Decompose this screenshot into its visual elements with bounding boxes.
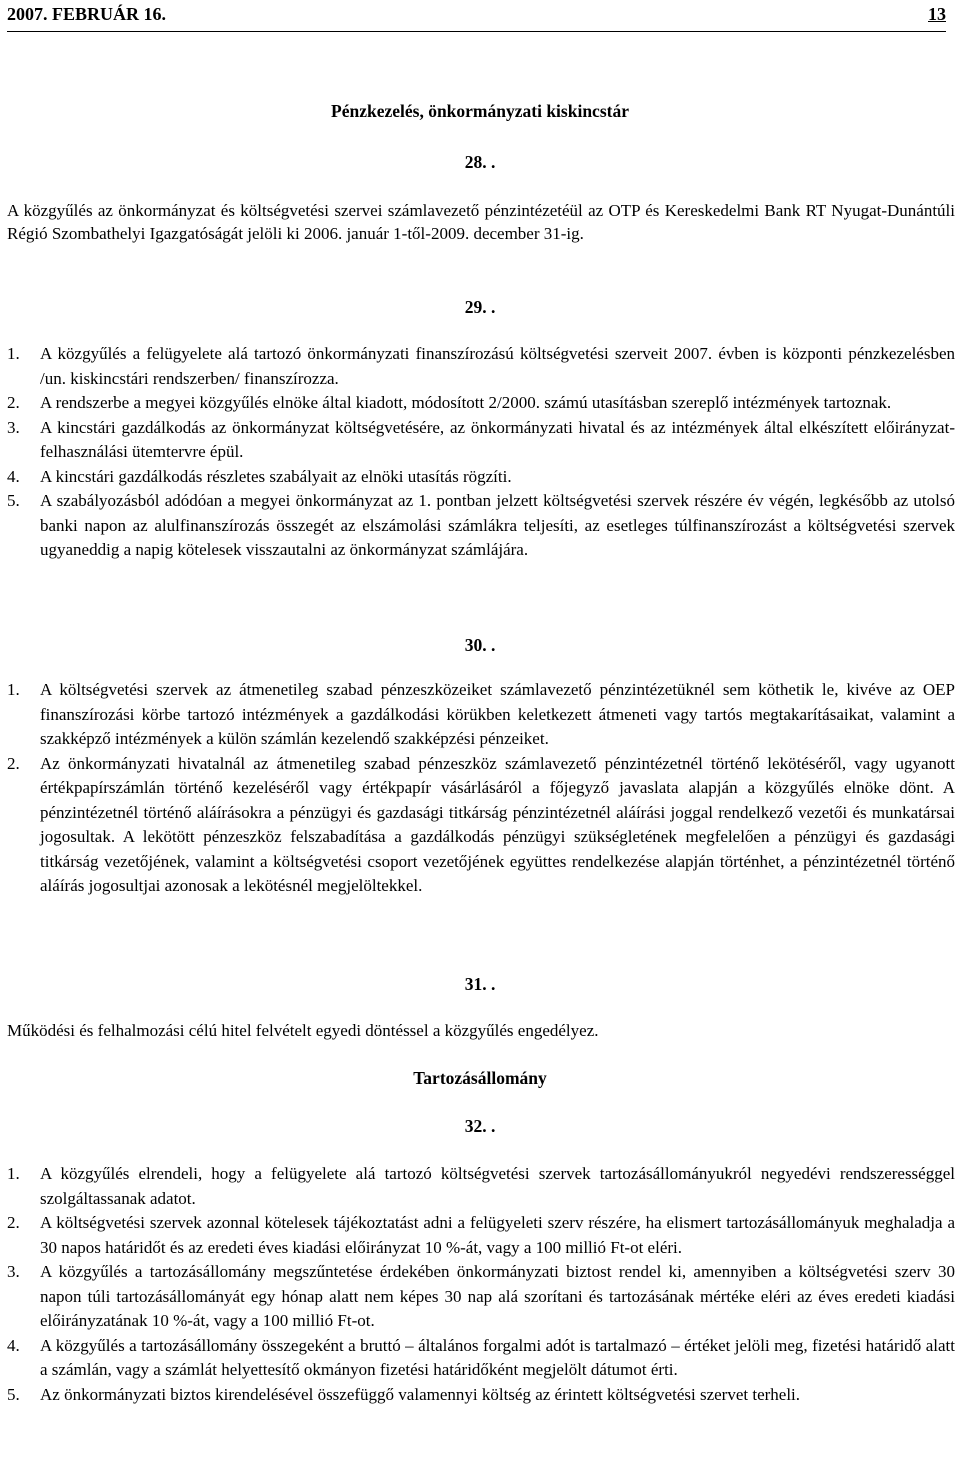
header-date: 2007. FEBRUÁR 16.: [7, 4, 167, 24]
sec31-text: Működési és felhalmozási célú hitel felvételt egyedi döntéssel a közgyűlés engedélyez.: [7, 1021, 599, 1040]
subtitle: Tartozásállomány: [413, 1068, 547, 1088]
sec29-list: [7, 342, 955, 563]
sec30-heading: 30. .: [464, 635, 496, 655]
sec31-heading: 31. .: [464, 974, 496, 994]
list-item: 2. A költségvetési szervek azonnal kötelesek tájékoztatást adni a felügyeleti szerv részére, ha elismert tartozásállományuk meghaladja a 30 napos határidőt és az eredeti éves kiadási előirányzat 10 %-át, vagy a 100 millió Ft-ot eléri.: [7, 1213, 955, 1257]
page-header: [7, 4, 946, 30]
sec32-heading: 32. .: [464, 1116, 496, 1136]
list-item: 1. A közgyűlés elrendeli, hogy a felügyelete alá tartozó költségvetési szervek tartozásállományukról negyedévi rendszerességgel szolgáltassanak adatot.: [7, 1164, 955, 1208]
list-item: 4. A közgyűlés a tartozásállomány összegeként a bruttó – általános forgalmi adót is tartalmazó – értéket jelöli meg, fizetési határidő alatt a számlán, vagy a számlát helyettesítő okmányon fizetési határidőként megjelölt dátumot érti.: [7, 1335, 955, 1379]
list-item: 2. A rendszerbe a megyei közgyűlés elnöke által kiadott, módosított 2/2000. számú utasításban szereplő intézmények tartoznak.: [7, 393, 892, 412]
list-item: 5. A szabályozásból adódóan a megyei önkormányzat az 1. pontban jelzett költségvetési szervek részére év végén, legkésőbb az utolsó banki napon az alulfinanszírozás összegét az elszámolási számlákra teljesíti, az esetleges túlfinanszírozást a költségvetési szervek ugyaneddig a napig kötelesek visszautalni az önkormányzat számlájára.: [7, 491, 955, 559]
sec29-heading: 29. .: [464, 297, 496, 317]
sec28-heading: 28. .: [464, 152, 496, 172]
sec32-list: [7, 1162, 955, 1407]
list-item: 3. A közgyűlés a tartozásállomány megszűntetése érdekében önkormányzati biztost rendel ki, amennyiben a költségvetési szerv 30 napon túli tartozásállományát egy hónap alatt nem képes 30 nap alá szorítani és tartozásának mértéke eléri az éves eredeti kiadási előirányzatának 10 %-át, vagy a 100 millió Ft-ot.: [7, 1262, 955, 1330]
list-item: 2. Az önkormányzati hivatalnál az átmenetileg szabad pénzeszköz számlavezető pénzintézetnél történő lekötéséről, vagy ugyanott értékpapírszámlán történő kezeléséről vagy értékpapír vásárlásáról a főjegyző javaslata alapján a közgyűlés elnöke dönt. A pénzintézetnél történő aláírásokra a pénzügyi és gazdasági titkárság pénzintézetnél aláírási joggal rendelkező vezetői és munkatársai jogosultak. A lekötött pénzeszköz felszabadítása a gazdálkodás pénzügyi szükségletének megfelelően a pénzügyi és gazdasági titkárság vezetőjének, valamint a költségvetési csoport vezetőjének együttes rendelkezése alapján történhet, a pénzintézetnél történő aláírás jogosultjai azonosak a lekötésnél megjelöltekkel.: [7, 753, 955, 895]
list-item: 5. Az önkormányzati biztos kirendelésével összefüggő valamennyi költség az érintett költségvetési szervet terheli.: [7, 1384, 801, 1404]
list-item: 1. A költségvetési szervek az átmenetileg szabad pénzeszközeiket számlavezető pénzintézetüknél sem köthetik le, kivéve az OEP finanszírozási körbe tartozó intézmények a gazdálkodási körükben keletkezett átmeneti vagy tartós megtakarításaikat, valamint a szakképző intézmények a külön számlán kezelendő szakképzési pénzeiket.: [7, 680, 955, 748]
section-title: Pénzkezelés, önkormányzati kiskincstár: [331, 101, 629, 121]
header-divider: [7, 31, 946, 32]
list-item: 4. A kincstári gazdálkodás részletes szabályait az elnöki utasítás rögzíti.: [7, 466, 512, 486]
list-item: 3. A kincstári gazdálkodás az önkormányzat költségvetésére, az önkormányzati hivatal és az intézmények által elkészített előirányzat-felhasználási ütemtervre épül.: [7, 417, 955, 461]
sec28-text: A közgyűlés az önkormányzat és költségvetési szervei számlavezető pénzintézetéül az OTP és Kereskedelmi Bank RT Nyugat-Dunántúli Régió Szombathelyi Igazgatóságát jelöli ki 2006. január 1-től-2009. december 31-ig.: [7, 201, 955, 243]
list-item: 1. A közgyűlés a felügyelete alá tartozó önkormányzati finanszírozású költségvetési szerveit 2007. évben is központi pénzkezelésben /un. kiskincstári rendszerben/ finanszírozza.: [7, 344, 955, 388]
page-number: 13: [928, 4, 946, 24]
sec30-list: [7, 678, 955, 899]
